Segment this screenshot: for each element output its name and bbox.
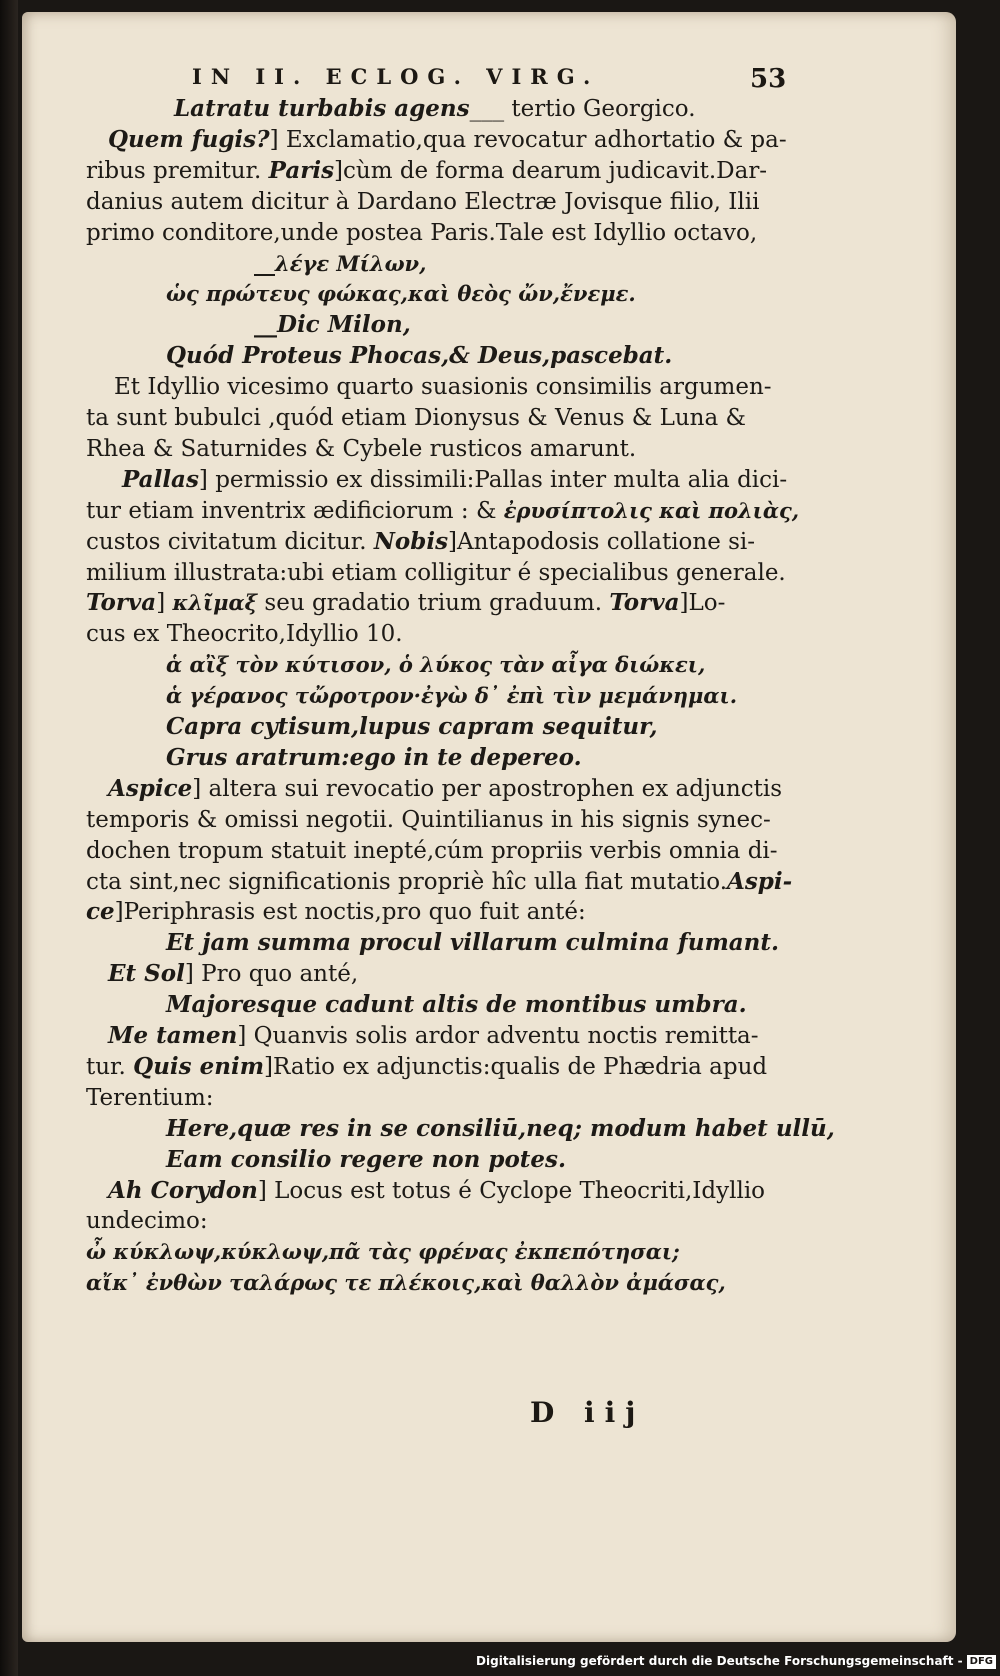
text-line <box>86 1237 680 1267</box>
roman-text: ]Lo- <box>679 590 726 617</box>
text-line <box>86 867 792 897</box>
text-line <box>166 650 705 680</box>
roman-text: ribus premitur. <box>86 157 269 184</box>
text-line <box>108 125 787 155</box>
roman-text: custos civitatum dicitur. <box>86 528 374 555</box>
roman-text: ]Antapodosis collatione si- <box>448 528 756 555</box>
text-line <box>166 279 636 309</box>
roman-text: cta sint,nec significationis propriè hîc ulla fiat mutatio. <box>86 868 728 895</box>
roman-text: primo conditore,unde postea Paris.Tale est Idyllio octavo, <box>86 219 758 246</box>
roman-text: Et Idyllio vicesimo quarto suasionis consimilis argumen- <box>114 374 772 401</box>
text-line <box>86 619 403 649</box>
greek-text: αἴκ᾽ ἐνθὼν ταλάρως τε πλέκοις,καὶ θαλλὸν ἀμάσας, <box>86 1270 726 1296</box>
roman-text: ]Ratio ex adjunctis:qualis de Phædria apud <box>264 1053 768 1080</box>
credit-text: Digitalisierung gefördert durch die Deutsche Forschungsgemeinschaft - <box>476 1654 963 1668</box>
roman-text: cus ex Theocrito,Idyllio 10. <box>86 621 403 648</box>
text-line <box>108 959 358 989</box>
roman-text: ] permissio ex dissimili:Pallas inter multa alia dici- <box>198 466 788 493</box>
roman-text: Terentium: <box>86 1084 214 1111</box>
scan-edge <box>0 0 18 1676</box>
text-line <box>86 496 799 526</box>
italic-text: Quód Proteus Phocas,& Deus,pascebat. <box>166 342 673 370</box>
text-line <box>166 928 779 958</box>
greek-text: ἁ αἲξ τὸν κύτισον, ὁ λύκος τὰν αἶγα διώκει, <box>166 652 706 678</box>
text-line <box>86 836 778 866</box>
italic-text: Et jam summa procul villarum culmina fumant. <box>166 929 780 957</box>
text-line <box>166 712 658 742</box>
italic-text: Latratu turbabis agens <box>174 95 470 122</box>
text-line <box>86 558 786 588</box>
greek-text: ὡς πρώτευς φώκας,καὶ θεὸς ὤν,ἔνεμε. <box>166 281 636 307</box>
roman-text: milium illustrata:ubi etiam colligitur é specialibus generale. <box>86 559 786 586</box>
text-line <box>166 743 582 773</box>
roman-text: ]cùm de forma dearum judicavit.Dar- <box>334 157 768 184</box>
text-line <box>86 1083 214 1113</box>
digitization-credit <box>476 1650 996 1672</box>
roman-text: temporis & omissi negotii. Quintilianus in his signis synec- <box>86 806 771 833</box>
italic-text: Torva <box>609 589 680 617</box>
italic-text: Ah Corydon <box>108 1176 258 1204</box>
roman-text: seu gradatio trium graduum. <box>257 590 610 617</box>
text-line <box>254 310 411 340</box>
text-line <box>108 1021 759 1051</box>
text-line <box>174 94 696 124</box>
greek-text: ἐρυσίπτολις καὶ πολιὰς, <box>503 497 800 523</box>
text-line <box>166 1145 566 1175</box>
text-line <box>86 1052 767 1082</box>
italic-text: ce <box>86 898 115 926</box>
italic-text: Me tamen <box>108 1022 238 1049</box>
text-line <box>166 1114 835 1144</box>
greek-text: ὦ κύκλωψ,κύκλωψ,πᾶ τὰς φρένας ἐκπεπότησαι; <box>86 1239 680 1265</box>
text-line <box>166 681 737 711</box>
roman-text: dochen tropum statuit inepté,cúm propriis verbis omnia di- <box>86 837 778 864</box>
italic-text: __Dic Milon, <box>254 311 411 339</box>
text-line <box>86 156 767 186</box>
text-line <box>122 465 787 495</box>
text-line <box>166 341 672 371</box>
italic-text: Torva <box>86 589 157 617</box>
italic-text: Pallas <box>122 465 199 493</box>
text-line <box>108 774 782 804</box>
italic-text: Eam consilio regere non potes. <box>166 1145 567 1173</box>
roman-text: ]Periphrasis est noctis,pro quo fuit anté: <box>114 899 586 926</box>
text-line <box>166 990 747 1020</box>
greek-text: ἁ γέρανος τὤροτρον·ἐγὼ δ᾽ ἐπὶ τὶν μεμάνημαι. <box>166 683 738 709</box>
roman-text: danius autem dicitur à Dardano Electræ Jovisque filio, Ilii <box>86 188 760 215</box>
text-line <box>108 1176 765 1206</box>
italic-text: Grus aratrum:ego in te depereo. <box>166 743 582 771</box>
roman-text: ] altera sui revocatio per apostrophen ex adjunctis <box>192 775 783 802</box>
roman-text: tur. <box>86 1053 134 1080</box>
italic-text: Quem fugis? <box>108 125 270 153</box>
italic-text: Capra cytisum,lupus capram sequitur, <box>166 713 658 740</box>
greek-text: __λέγε Μίλων, <box>254 250 427 276</box>
italic-text: Quis enim <box>133 1052 265 1080</box>
roman-text: Rhea & Saturnides & Cybele rusticos amarunt. <box>86 435 637 462</box>
italic-text: Nobis <box>373 527 449 555</box>
signature-mark: D iij <box>530 1396 646 1429</box>
text-line <box>86 434 636 464</box>
text-line <box>86 588 725 618</box>
text-line <box>254 249 426 279</box>
text-line <box>86 1268 726 1298</box>
book-page <box>22 12 956 1642</box>
dfg-logo: DFG <box>967 1655 996 1669</box>
text-line <box>86 218 757 248</box>
italic-text: Et Sol <box>108 960 185 988</box>
greek-text: κλῖμαξ <box>172 590 258 616</box>
text-line <box>86 805 771 835</box>
roman-text: ] <box>156 590 173 617</box>
roman-text: undecimo: <box>86 1208 208 1235</box>
roman-text: ] Pro quo anté, <box>184 961 359 988</box>
text-line <box>86 187 759 217</box>
roman-text: ] Locus est totus é Cyclope Theocriti,Idyllio <box>257 1177 766 1204</box>
running-title: IN II. ECLOG. VIRG. <box>192 64 600 89</box>
text-line <box>86 1206 208 1236</box>
roman-text: ] Quanvis solis ardor adventu noctis remitta- <box>237 1023 759 1049</box>
italic-text: Majoresque cadunt altis de montibus umbra. <box>166 991 747 1019</box>
text-line <box>114 372 772 402</box>
roman-text: tur etiam inventrix ædificiorum : & <box>86 497 504 524</box>
italic-text: Paris <box>268 156 335 184</box>
italic-text: Aspi- <box>727 867 793 895</box>
text-line <box>86 527 755 557</box>
italic-text: Here,quæ res in se consiliū,neq; modum habet ullū, <box>166 1114 835 1142</box>
text-line <box>86 403 746 433</box>
text-line <box>86 897 586 927</box>
italic-text: Aspice <box>108 774 193 802</box>
roman-text: ] Exclamatio,qua revocatur adhortatio & pa- <box>269 126 787 153</box>
page-number: 53 <box>750 64 787 94</box>
roman-text: ___ tertio Georgico. <box>469 96 696 122</box>
roman-text: ta sunt bubulci ,quód etiam Dionysus & Venus & Luna & <box>86 405 746 431</box>
